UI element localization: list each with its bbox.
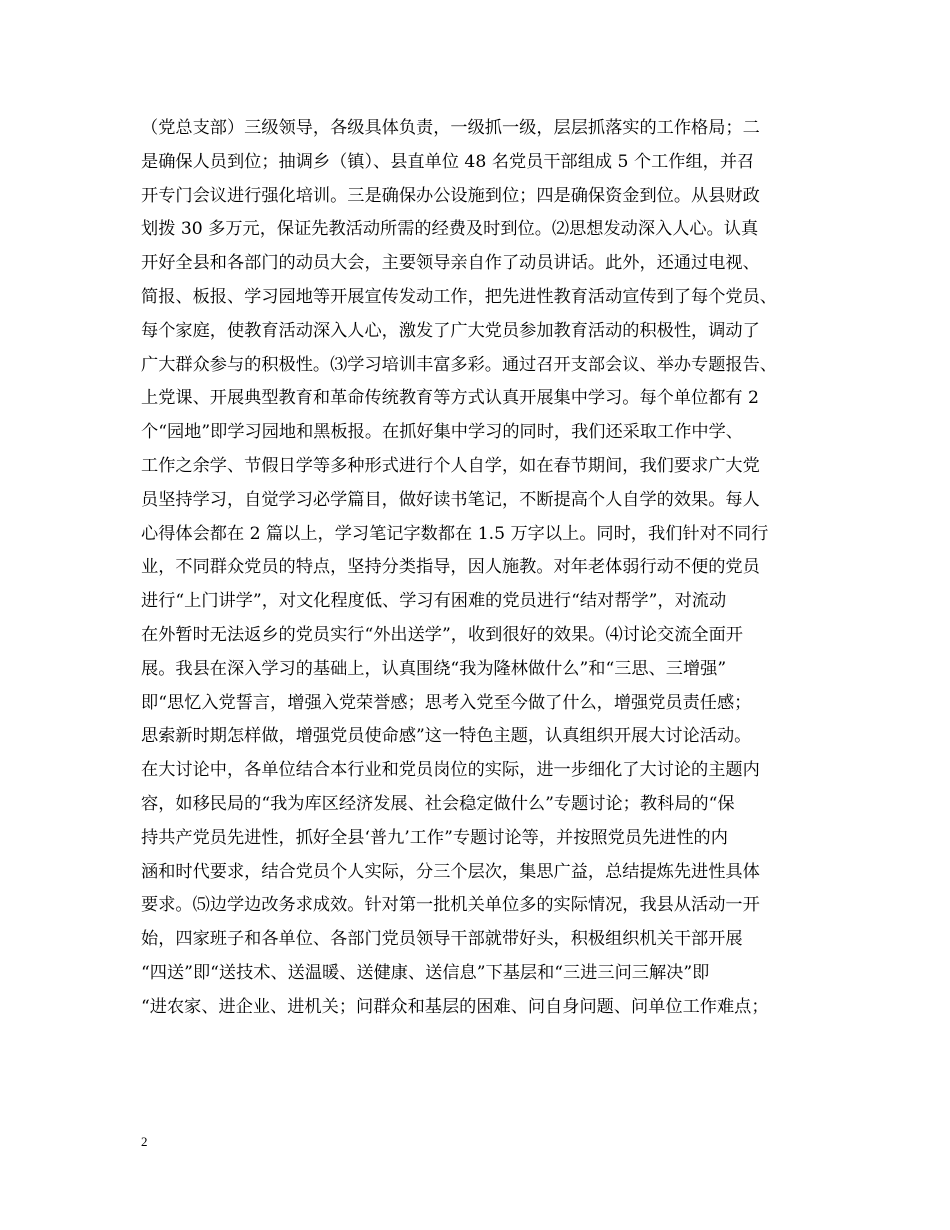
text-line: 在大讨论中，各单位结合本行业和党员岗位的实际，进一步细化了大讨论的主题内 — [141, 760, 760, 781]
text-line: 业，不同群众党员的特点，坚持分类指导，因人施教。对年老体弱行动不便的党员 — [141, 557, 760, 578]
text-line: 员坚持学习，自觉学习必学篇目，做好读书笔记，不断提高个人自学的效果。每人 — [141, 489, 760, 510]
text-line: 上党课、开展典型教育和革命传统教育等方式认真开展集中学习。每个单位都有 2 — [141, 388, 759, 409]
text-line: 开专门会议进行强化培训。三是确保办公设施到位；四是确保资金到位。从县财政 — [141, 185, 760, 206]
text-line: 个“园地”即学习园地和黑板报。在抓好集中学习的同时，我们还采取工作中学、 — [141, 422, 743, 443]
text-line: 广大群众参与的积极性。⑶学习培训丰富多彩。通过召开支部会议、举办专题报告、 — [141, 354, 777, 375]
text-line: （党总支部）三级领导，各级具体负责，一级抓一级，层层抓落实的工作格局；二 — [141, 118, 760, 138]
text-line: 要求。⑸边学边改务求成效。针对第一批机关单位多的实际情况，我县从活动一开 — [141, 895, 760, 916]
page-number: 2 — [141, 1134, 148, 1149]
text-line: 工作之余学、节假日学等多种形式进行个人自学，如在春节期间，我们要求广大党 — [141, 455, 760, 476]
text-line: 是确保人员到位；抽调乡（镇）、县直单位 48 名党员干部组成 5 个工作组，并召 — [141, 151, 755, 172]
text-line: “进农家、进企业、进机关；问群众和基层的困难、问自身问题、问单位工作难点； — [141, 996, 769, 1017]
text-line: 即“思忆入党誓言，增强入党荣誉感；思考入党至今做了什么，增强党员责任感； — [141, 692, 752, 713]
text-line: 展。我县在深入学习的基础上，认真围绕“我为隆林做什么”和“三思、三增强” — [141, 658, 727, 679]
text-line: 思索新时期怎样做，增强党员使命感”这一特色主题，认真组织开展大讨论活动。 — [141, 726, 752, 747]
text-line: 在外暂时无法返乡的党员实行“外出送学”，收到很好的效果。⑷讨论交流全面开 — [141, 624, 743, 645]
body-text — [141, 112, 811, 1025]
text-line: 每个家庭，使教育活动深入人心，激发了广大党员参加教育活动的积极性，调动了 — [141, 320, 760, 341]
text-line: 心得体会都在 2 篇以上，学习笔记字数都在 1.5 万字以上。同时，我们针对不同行 — [141, 523, 769, 544]
text-line: 划拨 30 多万元，保证先教活动所需的经费及时到位。⑵思想发动深入人心。认真 — [141, 219, 759, 240]
text-line: “四送”即“送技术、送温暖、送健康、送信息”下基层和“三进三问三解决”即 — [141, 962, 710, 983]
text-line: 涵和时代要求，结合党员个人实际，分三个层次，集思广益，总结提炼先进性具体 — [141, 861, 760, 882]
text-line: 持共产党员先进性，抓好全县‘普九’工作”专题讨论等，并按照党员先进性的内 — [141, 827, 728, 848]
text-line: 容，如移民局的“我为库区经济发展、社会稳定做什么”专题讨论；教科局的“保 — [141, 793, 735, 814]
text-line: 始，四家班子和各单位、各部门党员领导干部就带好头，积极组织机关干部开展 — [141, 929, 743, 950]
text-line: 简报、板报、学习园地等开展宣传发动工作，把先进性教育活动宣传到了每个党员、 — [141, 286, 777, 307]
text-line: 进行“上门讲学”，对文化程度低、学习有困难的党员进行“结对帮学”，对流动 — [141, 591, 727, 612]
text-line: 开好全县和各部门的动员大会，主要领导亲自作了动员讲话。此外，还通过电视、 — [141, 253, 760, 274]
